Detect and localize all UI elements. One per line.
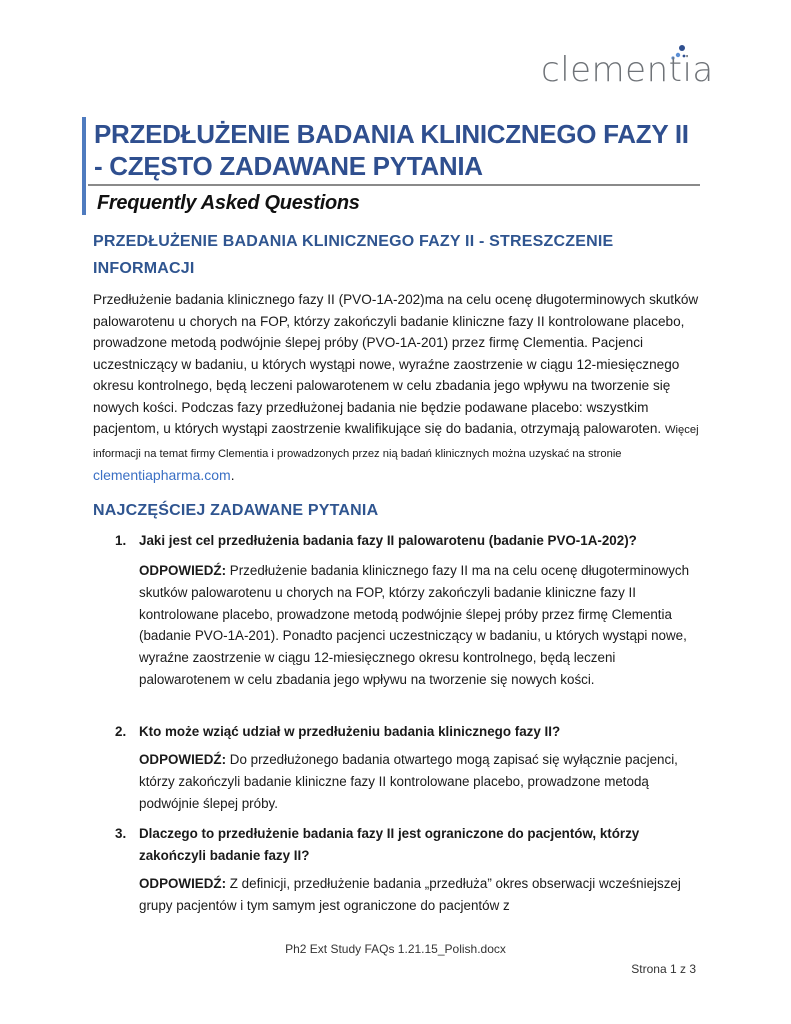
title-accent-bar — [82, 117, 86, 215]
question-text: Jaki jest cel przedłużenia badania fazy II palowarotenu (badanie PVO-1A-202)? — [139, 533, 637, 548]
link-suffix: . — [230, 468, 235, 483]
footer-filename: Ph2 Ext Study FAQs 1.21.15_Polish.docx — [285, 942, 506, 956]
logo-text: clementia — [541, 50, 714, 90]
answer-label: ODPOWIEDŹ: — [139, 752, 227, 767]
subtitle: Frequently Asked Questions — [97, 192, 360, 214]
summary-paragraph — [93, 289, 699, 487]
title-line-2: - CZĘSTO ZADAWANE PYTANIA — [94, 151, 483, 181]
faq-heading: NAJCZĘŚCIEJ ZADAWANE PYTANIA — [93, 502, 379, 519]
summary-heading: PRZEDŁUŻENIE BADANIA KLINICZNEGO FAZY II - STRESZCZENIE INFORMACJI — [93, 233, 614, 277]
answer-label: ODPOWIEDŹ: — [139, 876, 227, 891]
title-divider — [88, 184, 700, 186]
page-title — [94, 118, 714, 182]
title-line-1: PRZEDŁUŻENIE BADANIA KLINICZNEGO FAZY II — [94, 119, 689, 149]
faq-answer-2 — [139, 749, 695, 814]
question-number: 1. — [115, 533, 127, 548]
page-number: Strona 1 z 3 — [631, 962, 696, 976]
answer-label: ODPOWIEDŹ: — [139, 563, 227, 578]
question-text: Dlaczego to przedłużenie badania fazy II jest ograniczone do pacjentów, którzy zakończyli badanie fazy II? — [139, 826, 640, 863]
question-number: 2. — [115, 724, 127, 739]
summary-more-info: Więcej informacji na temat firmy Clementia i prowadzonych przez nią badań klinicznych można uzyskać na stronie — [93, 424, 699, 460]
question-text: Kto może wziąć udział w przedłużeniu badania klinicznego fazy II? — [139, 724, 561, 739]
answer-text: Przedłużenie badania klinicznego fazy II ma na celu ocenę długoterminowych skutków palowarotenu u chorych na FOP, którzy zakończyli badanie kliniczne fazy II kontrolowane placebo, prowadzone metodą podwójnie ślepej próby przez firmę Clementia (badanie PVO-1A-201). Ponadto pacjenci uczestniczący w badaniu, u których wystąpi nowe, wyraźne zaostrzenie w ciągu 12-miesięcznego okresu kontrolnego, będą leczeni palowarotenem w celu zbadania jego wpływu na tworzenie się nowych kości. — [139, 563, 690, 687]
answer-text: Do przedłużonego badania otwartego mogą zapisać się wyłącznie pacjenci, którzy zakończyli badanie kliniczne fazy II kontrolowane placebo, prowadzone metodą podwójnie ślepej próby. — [139, 752, 678, 811]
answer-text: Z definicji, przedłużenie badania „przedłuża” okres obserwacji wcześniejszej grupy pacjentów i tym samym jest ograniczone do pacjentów z — [139, 876, 681, 913]
faq-answer-1 — [139, 560, 695, 691]
question-number: 3. — [115, 826, 127, 841]
faq-answer-3 — [139, 873, 695, 917]
summary-body: Przedłużenie badania klinicznego fazy II (PVO-1A-202)ma na celu ocenę długoterminowych skutków palowarotenu u chorych na FOP, którzy zakończyli badanie kliniczne fazy II kontrolowane placebo, prowadzone metodą podwójnie ślepej próby (PVO-1A-201) przez firmę Clementia. Pacjenci uczestniczący w badaniu, u których wystąpi nowe, wyraźne zaostrzenie w ciągu 12-miesięcznego okresu kontrolnego, będą leczeni palowarotenem w celu zbadania jego wpływu na tworzenie się nowych kości. Podczas fazy przedłużonej badania nie będzie podawane placebo: wszystkim pacjentom, u których wystąpi zaostrzenie kwalifikujące się do badania, otrzymają palowaroten. — [93, 292, 699, 436]
clementia-logo — [527, 44, 714, 94]
clementia-link[interactable]: clementiapharma.com — [93, 467, 231, 483]
